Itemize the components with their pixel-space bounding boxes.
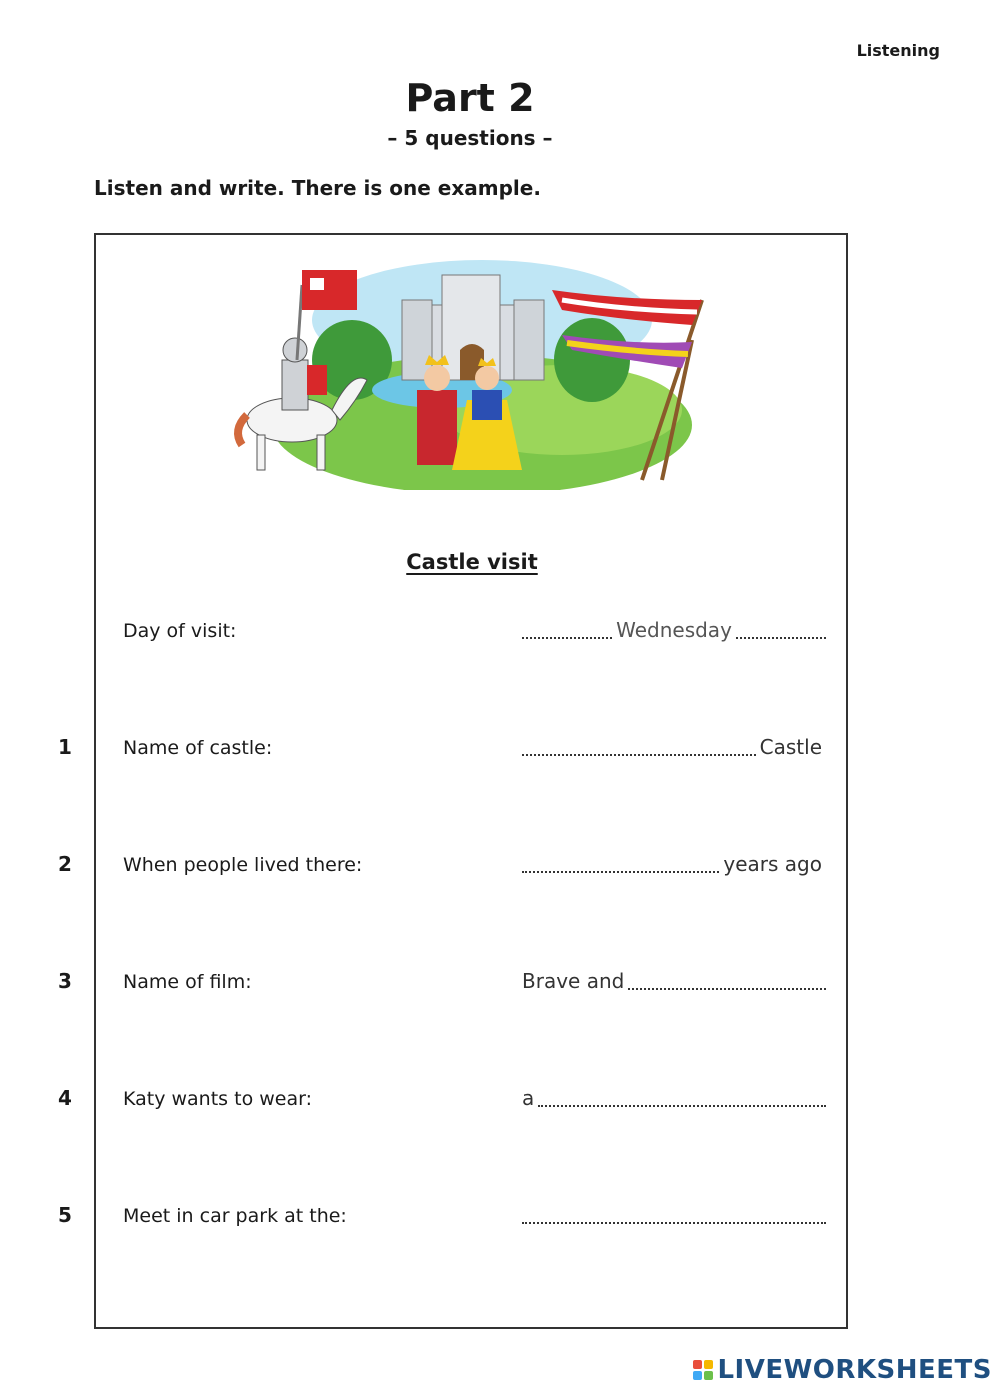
answer-field[interactable]	[522, 965, 826, 995]
answer-field[interactable]	[522, 848, 826, 878]
question-number: 4	[58, 1086, 72, 1110]
answer-prefix: a	[522, 1086, 535, 1110]
brand-mark-icon	[693, 1360, 713, 1380]
part-subtitle: – 5 questions –	[387, 126, 553, 150]
answer-blank[interactable]	[522, 1222, 826, 1224]
answer-suffix: Castle	[759, 735, 822, 759]
question-row	[0, 846, 1000, 886]
answer-field[interactable]	[522, 1082, 826, 1112]
part-title: Part 2	[405, 76, 535, 120]
answer-blank[interactable]	[522, 754, 756, 756]
question-label: Katy wants to wear:	[123, 1088, 312, 1110]
castle-scene-illustration	[232, 250, 722, 490]
question-row	[0, 963, 1000, 1003]
question-number: 2	[58, 852, 72, 876]
question-label: Name of castle:	[123, 737, 273, 759]
form-title-text: Castle visit	[406, 550, 538, 574]
brand-text: LIVEWORKSHEETS	[717, 1355, 992, 1385]
question-number: 3	[58, 969, 72, 993]
question-row	[0, 729, 1000, 769]
dotted-line	[522, 637, 612, 639]
answer-blank[interactable]	[628, 988, 826, 990]
answer-field[interactable]	[522, 1199, 826, 1229]
question-number: 5	[58, 1203, 72, 1227]
question-label: Meet in car park at the:	[123, 1205, 347, 1227]
question-row	[0, 1080, 1000, 1120]
example-answer-line	[522, 614, 826, 644]
question-label: Name of film:	[123, 971, 252, 993]
brand-logo	[693, 1355, 992, 1385]
instructions: Listen and write. There is one example.	[94, 176, 541, 200]
example-answer: Wednesday	[616, 618, 732, 642]
question-row	[0, 1197, 1000, 1237]
section-label: Listening	[856, 41, 940, 60]
question-label: When people lived there:	[123, 854, 363, 876]
example-row	[0, 612, 1000, 652]
answer-blank[interactable]	[522, 871, 719, 873]
question-number: 1	[58, 735, 72, 759]
example-label: Day of visit:	[123, 620, 237, 642]
answer-blank[interactable]	[538, 1105, 826, 1107]
dotted-line	[736, 637, 826, 639]
answer-field[interactable]	[522, 731, 826, 761]
form-title	[0, 550, 944, 574]
answer-suffix: years ago	[723, 852, 822, 876]
answer-prefix: Brave and	[522, 969, 625, 993]
